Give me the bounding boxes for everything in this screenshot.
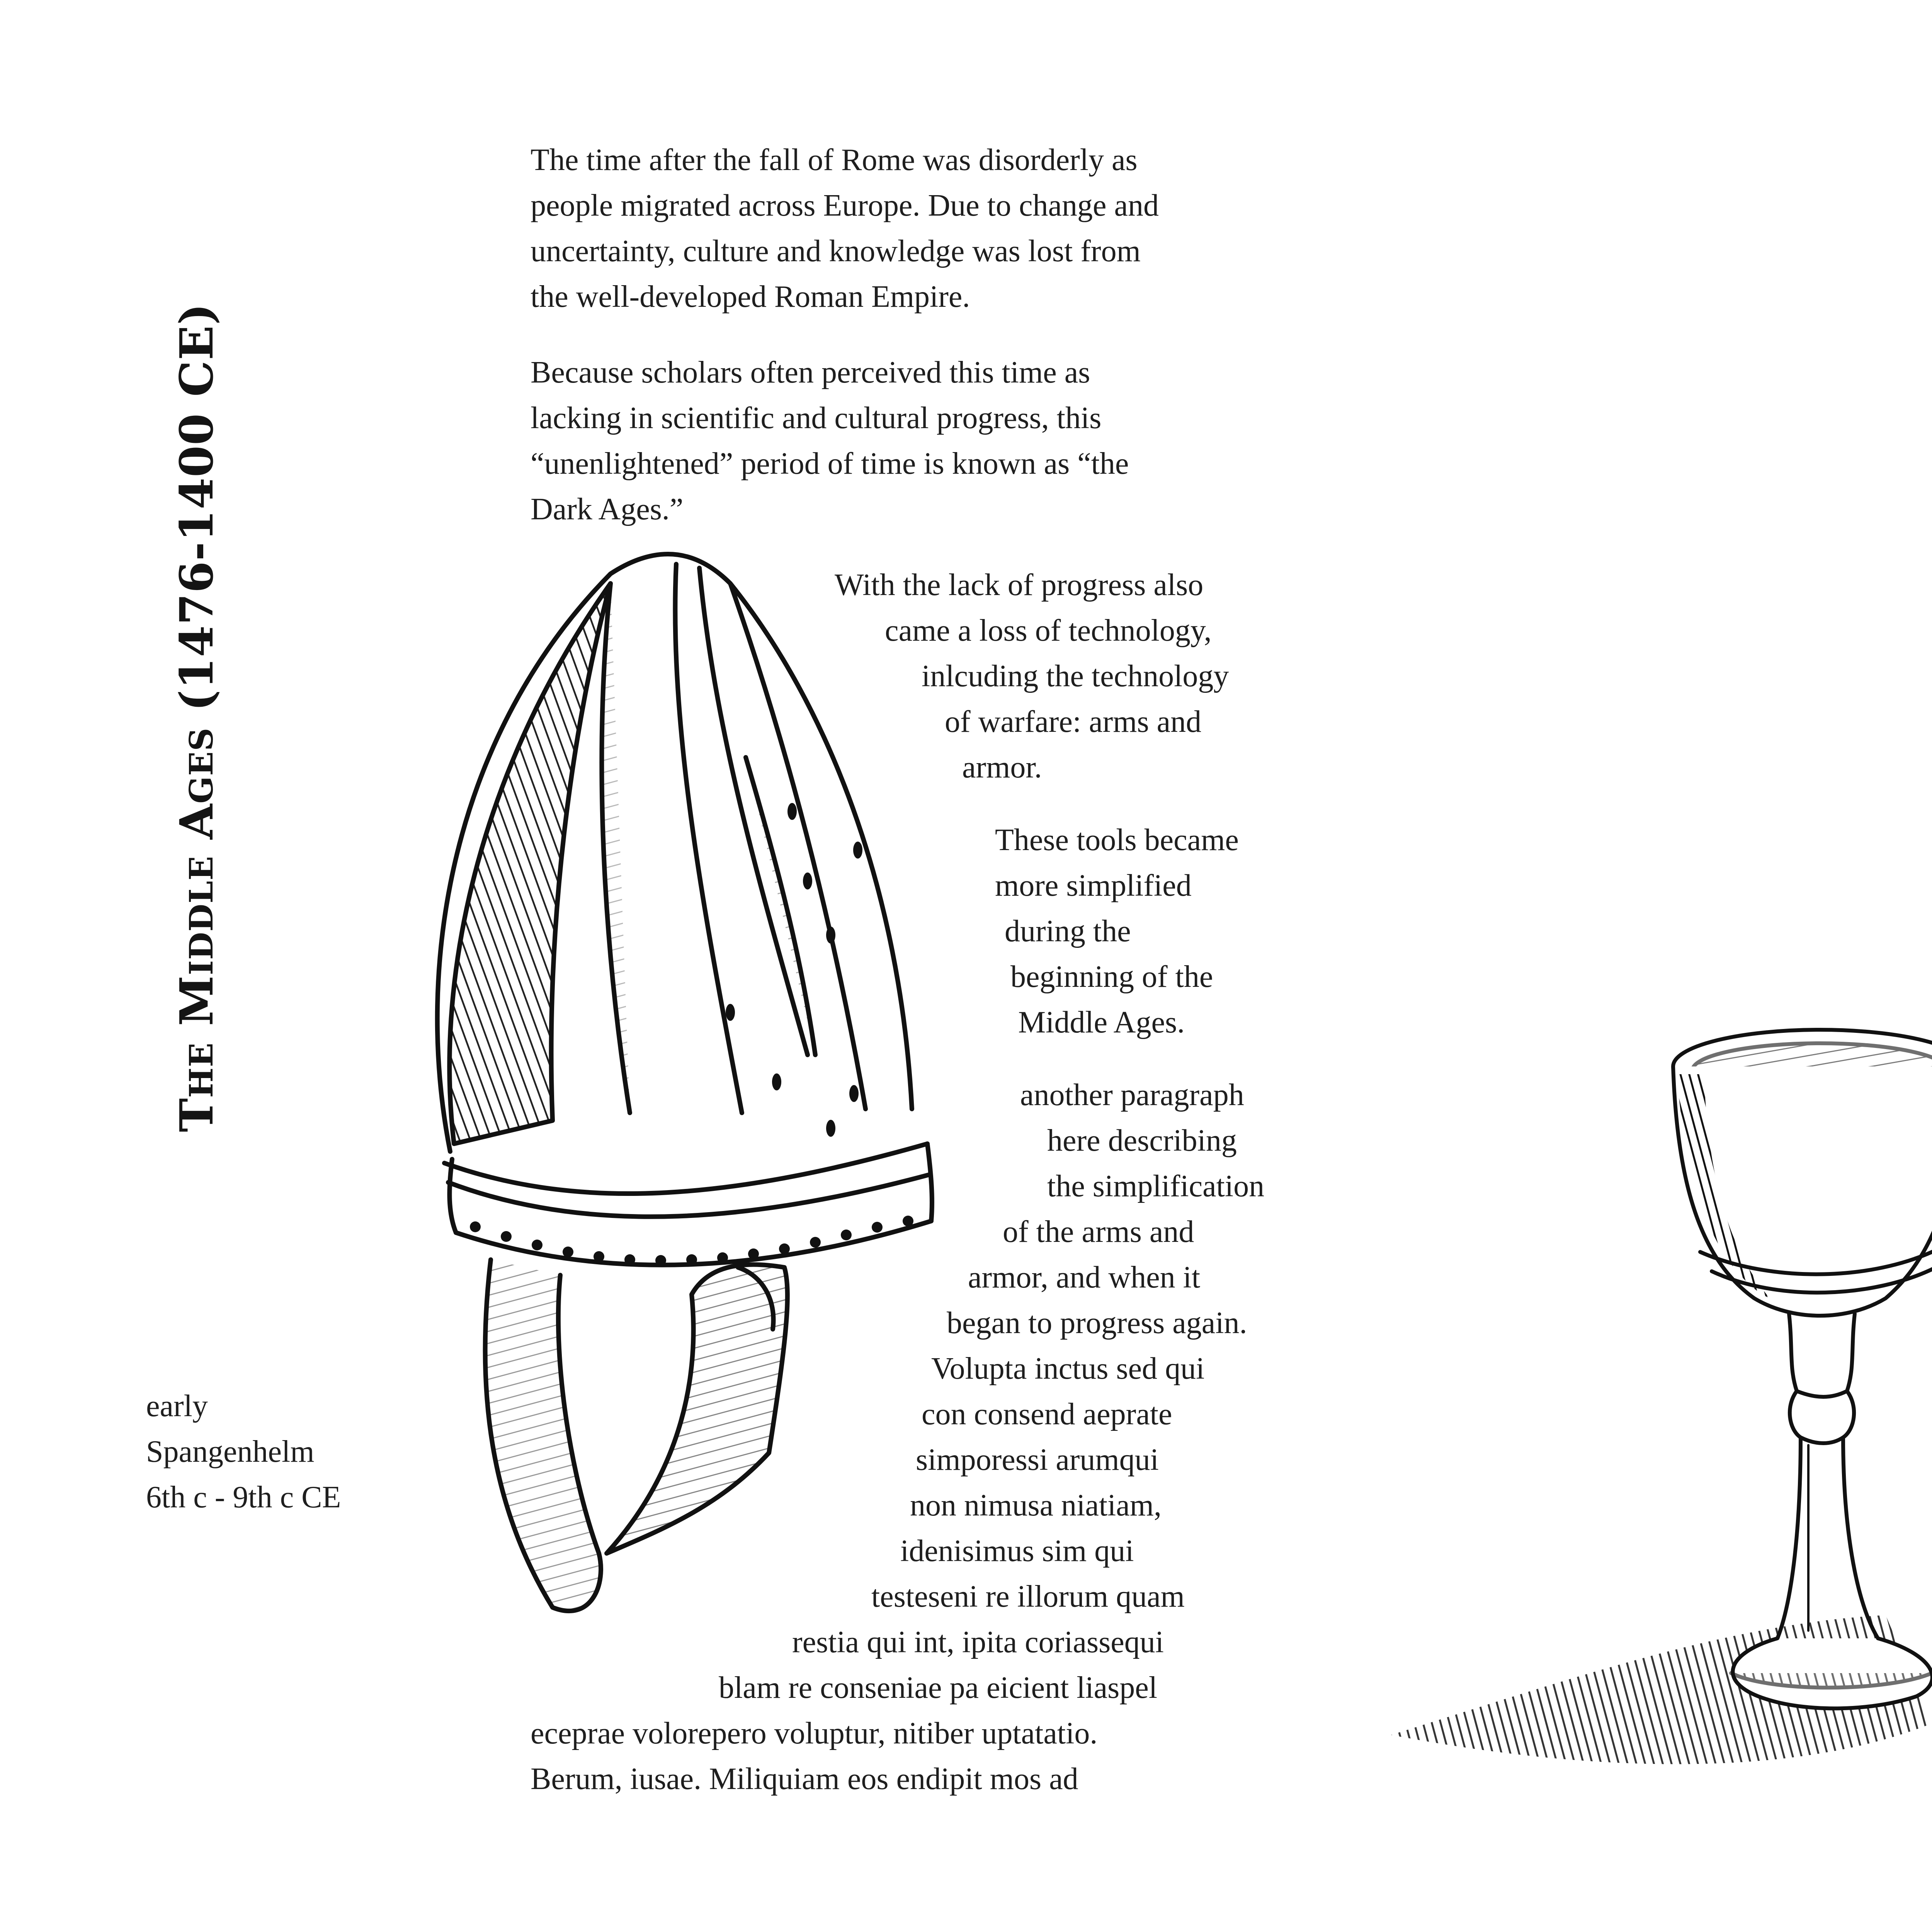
text-line: armor, and when it <box>968 1260 1201 1294</box>
text-line: inlcuding the technology <box>922 659 1229 693</box>
text-line: the simplification <box>1047 1169 1265 1203</box>
text-line: began to progress again. <box>947 1306 1247 1340</box>
helmet-illustration <box>390 541 1016 1631</box>
text-line: uncertainty, culture and knowledge was lost from <box>531 234 1141 268</box>
text-line: These tools became <box>995 823 1239 857</box>
text-line: restia qui int, ipita coriassequi <box>792 1625 1164 1659</box>
text-line: of warfare: arms and <box>945 705 1202 739</box>
text-line: idenisimus sim qui <box>900 1534 1134 1568</box>
text-line: eceprae volorepero voluptur, nitiber uptatatio. <box>531 1716 1098 1750</box>
text-line: the well-developed Roman Empire. <box>531 280 970 314</box>
text-line: Berum, iusae. Miliquiam eos endipit mos ad <box>531 1762 1078 1796</box>
text-line: Because scholars often perceived this time as <box>531 355 1090 389</box>
chalice-bible-illustration <box>1383 1020 1932 1855</box>
text-line: during the <box>1005 914 1131 948</box>
text-line: here describing <box>1047 1124 1237 1158</box>
caption-line: 6th c - 9th c CE <box>146 1480 341 1514</box>
caption-line: Spangenhelm <box>146 1435 315 1469</box>
text-line: simporessi arumqui <box>916 1443 1159 1477</box>
text-line: Volupta inctus sed qui <box>931 1352 1205 1386</box>
caption-line: early <box>146 1389 208 1423</box>
text-line: another paragraph <box>1020 1078 1244 1112</box>
text-line: The time after the fall of Rome was disorderly as <box>531 143 1138 177</box>
text-line: blam re conseniae pa eicient liaspel <box>719 1671 1158 1705</box>
text-line: With the lack of progress also <box>835 568 1204 602</box>
text-line: Middle Ages. <box>1018 1005 1185 1039</box>
text-line: beginning of the <box>1010 960 1213 994</box>
text-line: Dark Ages.” <box>531 492 684 526</box>
text-line: more simplified <box>995 869 1192 903</box>
text-line: came a loss of technology, <box>885 614 1212 648</box>
text-line: con consend aeprate <box>922 1397 1172 1431</box>
text-line: lacking in scientific and cultural progress, this <box>531 401 1102 435</box>
text-line: testeseni re illorum quam <box>871 1580 1185 1614</box>
chapter-title: The Middle Ages (1476-1400 CE) <box>170 303 223 1132</box>
text-line: “unenlightened” period of time is known as “the <box>531 447 1129 481</box>
text-line: people migrated across Europe. Due to change and <box>531 189 1159 223</box>
text-line: of the arms and <box>1003 1215 1194 1249</box>
text-line: non nimusa niatiam, <box>910 1488 1162 1522</box>
text-line: armor. <box>962 750 1042 784</box>
